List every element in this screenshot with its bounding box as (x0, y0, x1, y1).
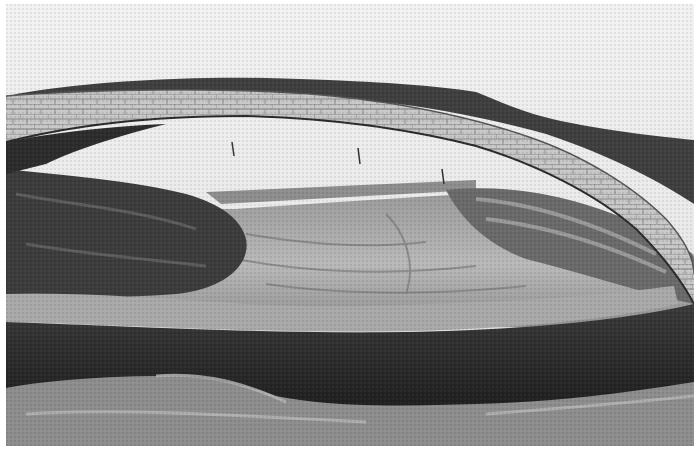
brick-arch-photograph (6, 4, 694, 446)
halftone-grain (6, 4, 694, 446)
